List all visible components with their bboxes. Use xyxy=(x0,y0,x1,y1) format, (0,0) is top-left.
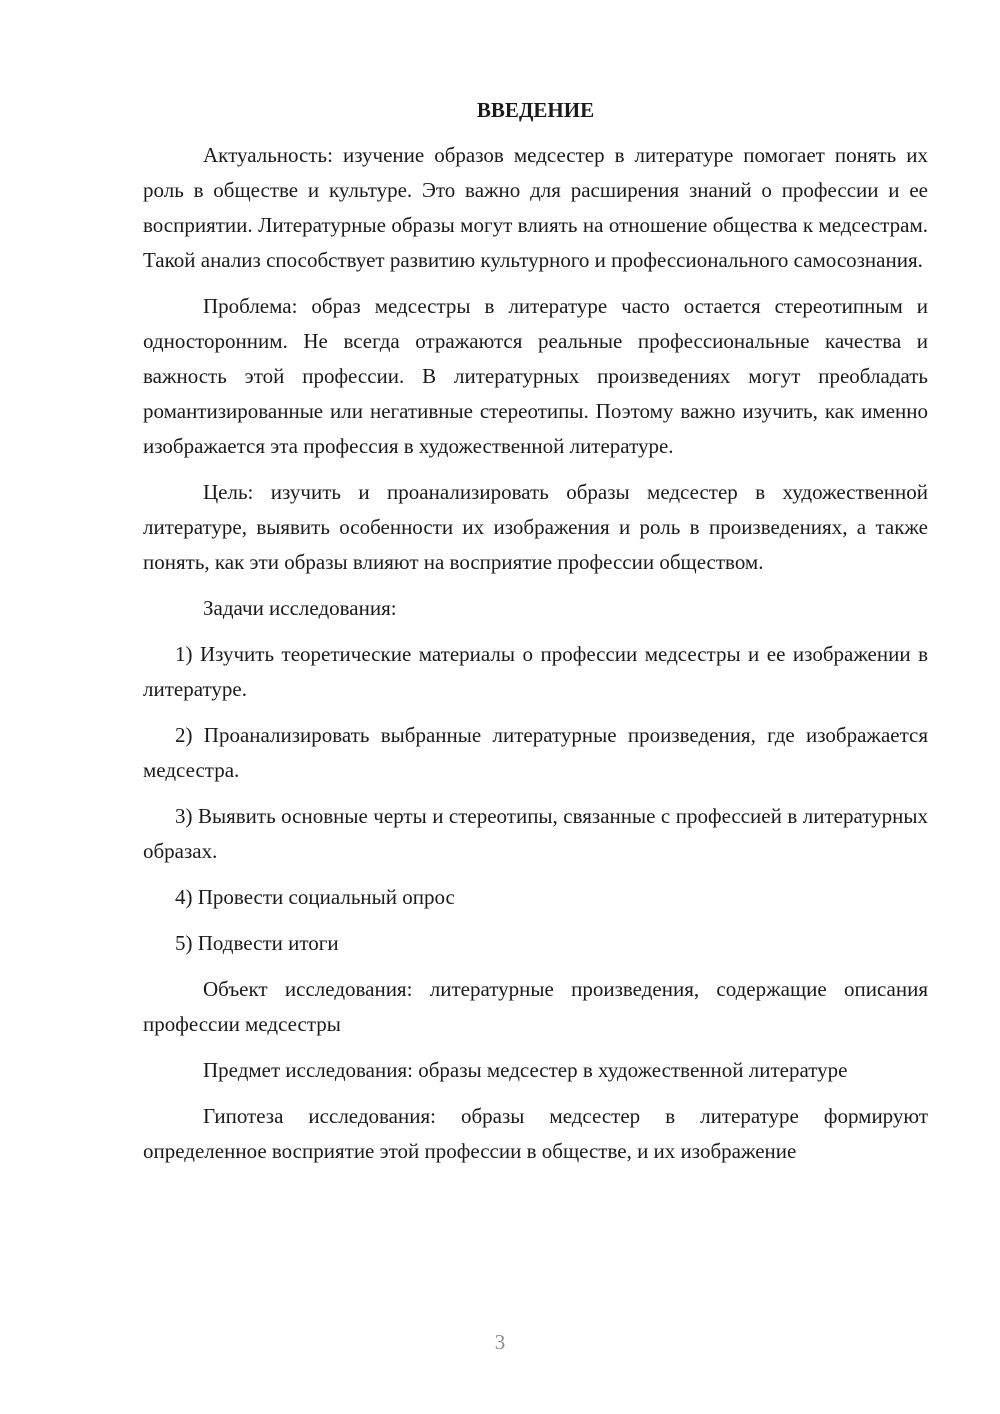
paragraph-goal: Цель: изучить и проанализировать образы медсестер в художественной литературе, выявить особенности их изображения и роль в произведениях, а также понять, как эти образы влияют на восприятие профессии обществом. xyxy=(143,480,928,574)
task-item-5: 5) Подвести итоги xyxy=(175,931,339,955)
paragraph-tasks-heading: Задачи исследования: xyxy=(203,596,397,620)
task-item-2: 2) Проанализировать выбранные литературные произведения, где изображается медсестра. xyxy=(143,723,928,782)
paragraph-hypothesis: Гипотеза исследования: образы медсестер в литературе формируют определенное восприятие этой профессии в обществе, и их изображение xyxy=(143,1104,928,1163)
paragraph-problem: Проблема: образ медсестры в литературе часто остается стереотипным и односторонним. Не всегда отражаются реальные профессиональные качества и важность этой профессии. В литературных произведениях могут преобладать романтизированные или негативные стереотипы. Поэтому важно изучить, как именно изображается эта профессия в художественной литературе. xyxy=(143,294,928,458)
paragraph-subject: Предмет исследования: образы медсестер в художественной литературе xyxy=(203,1058,848,1082)
page-number: 3 xyxy=(494,1330,506,1354)
page-content xyxy=(143,93,928,1180)
task-item-4: 4) Провести социальный опрос xyxy=(175,885,455,909)
task-item-1: 1) Изучить теоретические материалы о профессии медсестры и ее изображении в литературе. xyxy=(143,642,928,701)
paragraph-object: Объект исследования: литературные произведения, содержащие описания профессии медсестры xyxy=(143,977,928,1036)
paragraph-relevance: Актуальность: изучение образов медсестер в литературе помогает понять их роль в обществе и культуре. Это важно для расширения знаний о профессии и ее восприятии. Литературные образы могут влиять на отношение общества к медсестрам. Такой анализ способствует развитию культурного и профессионального самосознания. xyxy=(143,143,928,272)
task-item-3: 3) Выявить основные черты и стереотипы, связанные с профессией в литературных образах. xyxy=(143,804,928,863)
section-title: ВВЕДЕНИЕ xyxy=(476,98,595,122)
